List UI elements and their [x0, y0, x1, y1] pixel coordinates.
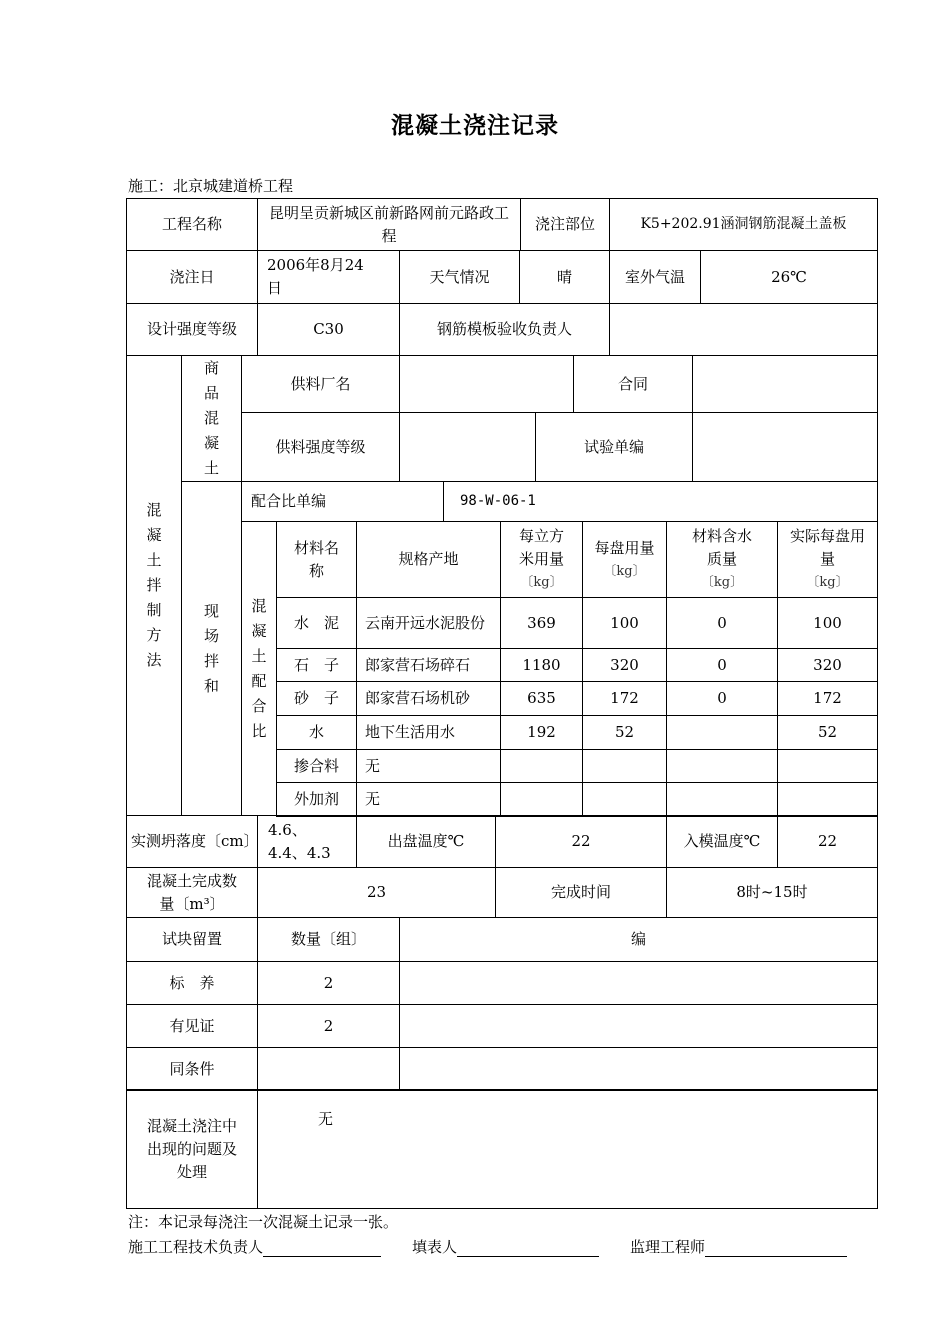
spec-cell: 郎家营石场机砂	[356, 681, 501, 716]
mix-ratio-label: 混凝土配合比	[241, 521, 277, 816]
per-batch-cell: 100	[582, 597, 667, 649]
supervisor-blank[interactable]	[705, 1240, 847, 1257]
contractor-line: 施工：北京城建道桥工程	[128, 177, 294, 195]
per-batch-cell	[582, 749, 667, 783]
per-m3-header-label: 每立方米用量	[518, 527, 564, 568]
supervisor-signature	[630, 1236, 847, 1257]
actual-batch-cell: 100	[777, 597, 878, 649]
test-row-serial	[399, 1047, 878, 1091]
finished-volume-label: 混凝土完成数量〔m³〕	[126, 867, 258, 918]
filler-blank[interactable]	[457, 1240, 599, 1257]
rebar-inspector-value	[609, 303, 878, 356]
filler-signature	[412, 1236, 599, 1257]
moisture-cell	[666, 749, 778, 783]
filler-label: 填表人	[412, 1238, 458, 1256]
slump-label: 实测坍落度〔cm〕	[126, 815, 258, 868]
project-name-label: 工程名称	[126, 198, 258, 251]
material-cell: 水 泥	[276, 597, 357, 649]
discharge-temp-value: 22	[495, 815, 667, 868]
spec-cell: 无	[356, 749, 501, 783]
spec-cell: 地下生活用水	[356, 715, 501, 750]
site-mixing-label: 现场拌和	[181, 481, 242, 816]
per-batch-cell: 320	[582, 648, 667, 682]
contract-value	[692, 355, 878, 413]
per-m3-cell: 192	[500, 715, 583, 750]
mix-ratio-no-value: 98-W-06-1	[443, 481, 878, 522]
test-row-serial	[399, 961, 878, 1005]
weather-label: 天气情况	[399, 250, 520, 304]
per-batch-unit: 〔kg〕	[603, 563, 646, 579]
actual-batch-header	[777, 521, 878, 598]
design-grade-value: C30	[257, 303, 400, 356]
contract-label: 合同	[573, 355, 693, 413]
actual-batch-header-label: 实际每盘用量	[790, 527, 866, 568]
tech-lead-signature	[128, 1236, 381, 1257]
test-row-label: 有见证	[126, 1004, 258, 1048]
discharge-temp-label: 出盘温度℃	[356, 815, 496, 868]
per-batch-header-label: 每盘用量	[594, 538, 655, 557]
material-cell: 外加剂	[276, 782, 357, 817]
per-m3-cell	[500, 749, 583, 783]
test-report-value	[692, 412, 878, 482]
test-row-label: 同条件	[126, 1047, 258, 1091]
slump-value: 4.6、4.4、4.3	[257, 815, 357, 868]
spec-header: 规格产地	[356, 521, 501, 598]
finish-time-value: 8时~15时	[666, 867, 878, 918]
moisture-cell: 0	[666, 597, 778, 649]
problems-label: 混凝土浇注中出现的问题及处理	[126, 1089, 258, 1209]
moisture-cell: 0	[666, 648, 778, 682]
per-m3-cell: 635	[500, 681, 583, 716]
actual-batch-cell: 320	[777, 648, 878, 682]
footer-note: 注：本记录每浇注一次混凝土记录一张。	[128, 1213, 399, 1231]
spec-cell: 云南开远水泥股份	[356, 597, 501, 649]
finished-volume-value: 23	[257, 867, 496, 918]
supplier-label: 供料厂名	[241, 355, 400, 413]
material-header: 材料名称	[276, 521, 357, 598]
serial-no-header: 编	[399, 917, 878, 962]
test-row-quantity	[257, 1047, 400, 1091]
project-name-value: 昆明呈贡新城区前新路网前元路政工程	[257, 198, 521, 251]
per-m3-cell	[500, 782, 583, 817]
document-title: 混凝土浇注记录	[391, 113, 559, 139]
commercial-concrete-label: 商品混凝土	[181, 355, 242, 482]
mold-temp-value: 22	[777, 815, 878, 868]
mold-temp-label: 入模温度℃	[666, 815, 778, 868]
actual-batch-cell	[777, 782, 878, 817]
per-batch-cell	[582, 782, 667, 817]
finish-time-label: 完成时间	[495, 867, 667, 918]
moisture-cell: 0	[666, 681, 778, 716]
per-m3-unit: 〔kg〕	[520, 575, 563, 590]
actual-batch-cell: 52	[777, 715, 878, 750]
material-cell: 石 子	[276, 648, 357, 682]
actual-batch-cell	[777, 749, 878, 783]
quantity-groups-header: 数量〔组〕	[257, 917, 400, 962]
moisture-header	[666, 521, 778, 598]
material-cell: 水	[276, 715, 357, 750]
spec-cell: 无	[356, 782, 501, 817]
test-blocks-label: 试块留置	[126, 917, 258, 962]
material-cell: 砂 子	[276, 681, 357, 716]
mixing-method-label: 混凝土拌制方法	[126, 355, 182, 816]
test-row-label: 标 养	[126, 961, 258, 1005]
per-m3-cell: 1180	[500, 648, 583, 682]
supervisor-label: 监理工程师	[630, 1238, 706, 1256]
supply-grade-label: 供料强度等级	[241, 412, 400, 482]
per-m3-cell: 369	[500, 597, 583, 649]
actual-batch-cell: 172	[777, 681, 878, 716]
rebar-inspector-label: 钢筋模板验收负责人	[399, 303, 610, 356]
outdoor-temp-value: 26℃	[700, 250, 878, 304]
pour-date-label: 浇注日	[126, 250, 258, 304]
per-batch-cell: 172	[582, 681, 667, 716]
material-cell: 掺合料	[276, 749, 357, 783]
outdoor-temp-label: 室外气温	[609, 250, 701, 304]
supplier-value	[399, 355, 574, 413]
design-grade-label: 设计强度等级	[126, 303, 258, 356]
test-report-label: 试验单编	[535, 412, 693, 482]
actual-batch-unit: 〔kg〕	[806, 575, 849, 590]
moisture-cell	[666, 715, 778, 750]
mix-ratio-no-label: 配合比单编	[241, 481, 444, 522]
pour-date-value: 2006年8月24日	[257, 250, 400, 304]
pour-location-label: 浇注部位	[520, 198, 610, 251]
supply-grade-value	[399, 412, 536, 482]
moisture-unit: 〔kg〕	[700, 575, 744, 590]
moisture-header-label: 材料含水质量	[691, 527, 752, 568]
test-row-quantity: 2	[257, 1004, 400, 1048]
per-m3-header	[500, 521, 583, 598]
weather-value: 晴	[519, 250, 610, 304]
pour-location-value: K5+202.91涵洞钢筋混凝土盖板	[609, 198, 878, 251]
moisture-cell	[666, 782, 778, 817]
test-row-quantity: 2	[257, 961, 400, 1005]
tech-lead-label: 施工工程技术负责人	[128, 1238, 264, 1256]
test-row-serial	[399, 1004, 878, 1048]
spec-cell: 郎家营石场碎石	[356, 648, 501, 682]
tech-lead-blank[interactable]	[263, 1240, 381, 1257]
per-batch-header	[582, 521, 667, 598]
problems-value: 无	[257, 1089, 878, 1209]
per-batch-cell: 52	[582, 715, 667, 750]
